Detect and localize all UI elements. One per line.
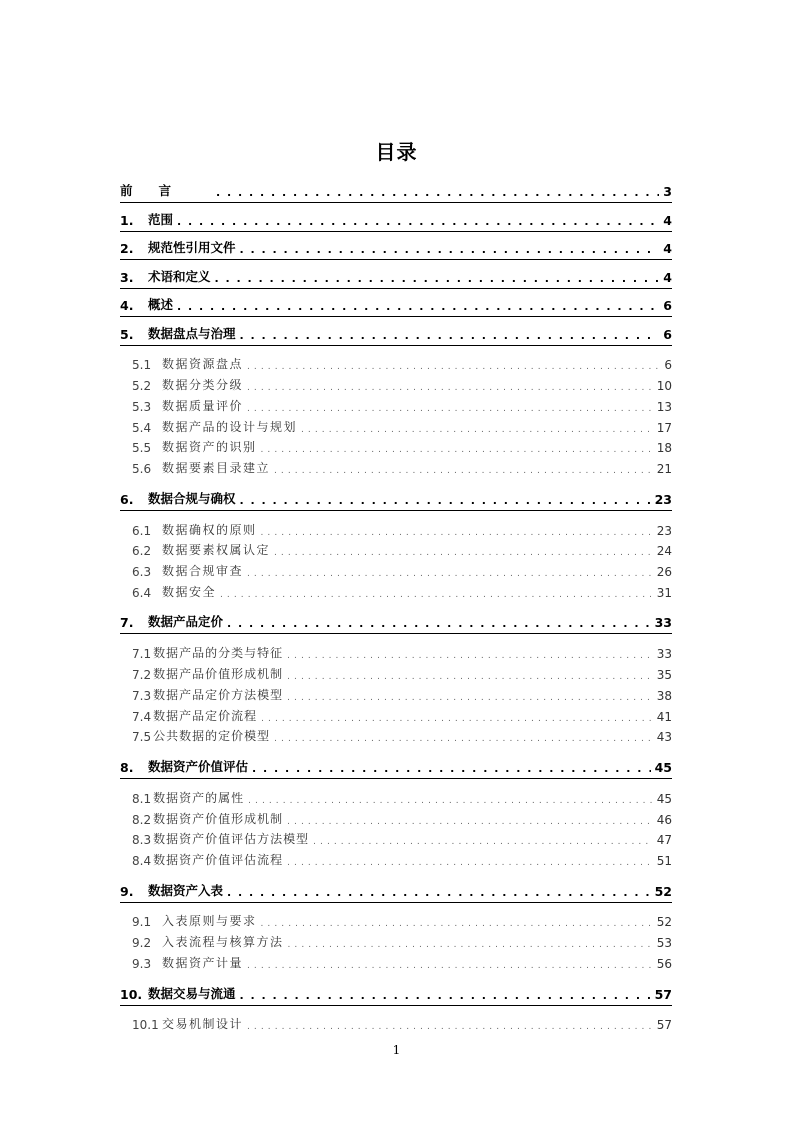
toc-subentry[interactable]	[120, 785, 672, 806]
toc-subentry-page: 51	[656, 854, 672, 869]
toc-subentry-number: 8.4	[132, 854, 152, 869]
toc-entry-label: 规范性引用文件	[148, 240, 236, 255]
toc-subentry-page: 17	[656, 420, 672, 435]
toc-entry-number: 7.	[120, 615, 134, 631]
toc-subentry-page: 52	[656, 915, 672, 930]
toc-subentry[interactable]	[120, 538, 672, 559]
toc-entry-label: 前言	[120, 183, 198, 198]
dot-leader	[215, 272, 660, 285]
toc-entry-label: 数据盘点与治理	[148, 325, 236, 341]
toc-subentry-label: 数据产品的分类与特征	[153, 646, 284, 661]
toc-subentry-label: 数据安全	[162, 584, 217, 599]
toc-subentry[interactable]	[120, 372, 672, 393]
toc-subentry[interactable]	[120, 352, 672, 373]
dot-leader	[261, 714, 653, 724]
dot-leader	[287, 651, 653, 661]
toc-entry-page: 52	[654, 883, 672, 899]
toc-subentry-label: 数据资源盘点	[162, 357, 244, 372]
toc-entry-page: 4	[663, 241, 672, 256]
toc-subentry-label: 数据产品定价方法模型	[153, 687, 284, 702]
toc-entry-page: 3	[663, 184, 672, 199]
toc-subentry-number: 8.2	[132, 812, 152, 827]
toc-subentry-label: 公共数据的定价模型	[153, 729, 271, 744]
toc-subentry-page: 6	[664, 358, 672, 373]
toc-entry[interactable]	[120, 260, 672, 289]
toc-subentry-number: 9.3	[132, 957, 152, 972]
toc-subentry-label: 数据资产的属性	[153, 790, 245, 805]
toc-entry-page: 6	[663, 326, 672, 342]
toc-entry-number: 10.	[120, 986, 143, 1002]
toc-entry-page: 57	[654, 986, 672, 1002]
toc-subentry-page: 46	[656, 812, 672, 827]
toc-subentry-page: 10	[656, 379, 672, 394]
dot-leader	[240, 989, 651, 1002]
dot-leader	[252, 762, 651, 775]
toc-subentry-number: 5.3	[132, 399, 152, 414]
toc-subentry-page: 47	[656, 833, 672, 848]
toc-subentry-label: 数据资产的识别	[162, 440, 257, 455]
toc-entry-page: 23	[654, 491, 672, 507]
toc-subentry-page: 23	[656, 523, 672, 538]
toc-subentry[interactable]	[120, 724, 672, 745]
toc-subentry[interactable]	[120, 703, 672, 724]
toc-entry[interactable]	[120, 176, 672, 203]
dot-leader	[247, 961, 653, 971]
toc-subentry-label: 数据资产计量	[162, 956, 244, 971]
toc-subentry[interactable]	[120, 558, 672, 579]
toc-subentry-number: 7.5	[132, 730, 152, 745]
toc-subentry[interactable]	[120, 929, 672, 950]
toc-entry[interactable]	[120, 232, 672, 261]
toc-subentry-label: 数据资产价值形成机制	[153, 811, 284, 826]
toc-subentry-page: 24	[656, 544, 672, 559]
toc-entry[interactable]	[120, 482, 672, 511]
toc-subentry[interactable]	[120, 393, 672, 414]
dot-leader	[301, 425, 653, 435]
dot-leader	[288, 940, 653, 950]
toc-subentry-page: 57	[656, 1018, 672, 1033]
toc-subentry-page: 26	[656, 565, 672, 580]
toc-subentry-number: 7.2	[132, 668, 152, 683]
toc-entry-label: 概述	[148, 297, 174, 312]
toc-subentry[interactable]	[120, 414, 672, 435]
toc-entry[interactable]	[120, 203, 672, 232]
toc-entry-number: 8.	[120, 759, 134, 775]
dot-leader	[261, 445, 653, 455]
toc-subentry[interactable]	[120, 950, 672, 971]
toc-subentry-label: 数据产品的设计与规划	[162, 419, 298, 434]
toc-subentry-label: 数据确权的原则	[162, 522, 257, 537]
toc-subentry-number: 5.4	[132, 420, 152, 435]
toc-entry[interactable]	[120, 977, 672, 1006]
toc-subentry-label: 数据资产价值评估方法模型	[153, 832, 310, 847]
toc-entry-number: 5.	[120, 326, 134, 342]
dot-leader	[274, 466, 653, 476]
toc-subentry[interactable]	[120, 640, 672, 661]
toc-subentry-page: 53	[656, 936, 672, 951]
toc-entry-number: 2.	[120, 241, 134, 256]
toc-subentry-number: 5.6	[132, 462, 152, 477]
toc-entry[interactable]	[120, 750, 672, 779]
dot-leader	[240, 494, 651, 507]
toc-entry-number: 3.	[120, 269, 134, 285]
toc-entry-page: 33	[654, 615, 672, 631]
toc-subentry-page: 33	[656, 647, 672, 662]
toc-subentry-label: 入表流程与核算方法	[162, 935, 284, 950]
toc-subentry-label: 数据产品定价流程	[153, 708, 258, 723]
toc-entry-number: 6.	[120, 491, 134, 507]
toc-subentry-label: 交易机制设计	[162, 1017, 244, 1032]
toc-subentry[interactable]	[120, 579, 672, 600]
toc-entry-label: 范围	[148, 211, 174, 227]
toc-subentry-number: 5.2	[132, 379, 152, 394]
toc-subentry-page: 21	[656, 462, 672, 477]
toc-subentry-label: 数据要素权属认定	[162, 543, 271, 558]
toc-entry-label: 数据产品定价	[148, 614, 224, 630]
dot-leader	[240, 329, 660, 342]
dot-leader	[287, 817, 653, 827]
toc-entry-label: 术语和定义	[148, 268, 211, 284]
toc-entry[interactable]	[120, 289, 672, 318]
toc-subentry-number: 7.1	[132, 647, 152, 662]
toc-subentry-label: 数据要素目录建立	[162, 461, 271, 476]
toc-entry-label: 数据资产入表	[148, 882, 224, 898]
toc-entry-page: 45	[654, 759, 672, 775]
dot-leader	[177, 300, 659, 313]
toc-entry-label: 数据资产价值评估	[148, 758, 249, 774]
dot-leader	[313, 837, 653, 847]
toc-subentry-number: 6.2	[132, 544, 152, 559]
dot-leader	[247, 569, 653, 579]
dot-leader	[261, 528, 653, 538]
toc-subentry-label: 数据质量评价	[162, 398, 244, 413]
toc-subentry-number: 5.1	[132, 358, 152, 373]
toc-subentry[interactable]	[120, 806, 672, 827]
toc-subentry[interactable]	[120, 517, 672, 538]
dot-leader	[247, 404, 653, 414]
page-title: 目录	[375, 140, 418, 164]
dot-leader	[220, 590, 653, 600]
toc-entry-label: 数据交易与流通	[148, 985, 236, 1001]
toc-subentry-page: 31	[656, 585, 672, 600]
spacer	[120, 1032, 672, 1038]
dot-leader	[216, 186, 659, 199]
toc-subentry-page: 56	[656, 957, 672, 972]
toc-subentry[interactable]	[120, 1012, 672, 1033]
toc-subentry[interactable]	[120, 909, 672, 930]
dot-leader	[274, 548, 653, 558]
toc-subentry-label: 数据合规审查	[162, 564, 244, 579]
toc-entry-number: 9.	[120, 883, 134, 899]
dot-leader	[240, 243, 660, 256]
toc-subentry-page: 45	[656, 791, 672, 806]
toc-entry[interactable]	[120, 317, 672, 346]
toc-subentry[interactable]	[120, 435, 672, 456]
dot-leader	[287, 693, 653, 703]
toc-subentry-page: 43	[656, 730, 672, 745]
toc-subentry-number: 6.4	[132, 585, 152, 600]
toc-subentry-page: 41	[656, 709, 672, 724]
toc-entry-number: 1.	[120, 212, 134, 228]
toc-entry-page: 6	[663, 298, 672, 313]
toc-entry[interactable]	[120, 874, 672, 903]
toc-subentry-number: 8.1	[132, 791, 152, 806]
toc-subentry[interactable]	[120, 661, 672, 682]
toc-subentry-number: 9.1	[132, 915, 152, 930]
toc-entry-page: 4	[663, 212, 672, 228]
toc-subentry-page: 13	[656, 399, 672, 414]
dot-leader	[274, 734, 653, 744]
toc-subentry-number: 9.2	[132, 936, 152, 951]
dot-leader	[247, 362, 660, 372]
dot-leader	[227, 617, 651, 630]
toc-subentry-page: 38	[656, 688, 672, 703]
toc-entry-label: 数据合规与确权	[148, 490, 236, 506]
toc-entry[interactable]	[120, 606, 672, 635]
toc-subentry-number: 10.1	[132, 1018, 159, 1033]
toc-subentry-number: 5.5	[132, 441, 152, 456]
toc-subentry-number: 6.3	[132, 565, 152, 580]
dot-leader	[247, 1022, 653, 1032]
toc-subentry[interactable]	[120, 455, 672, 476]
toc-subentry-label: 数据分类分级	[162, 378, 244, 393]
toc-subentry[interactable]	[120, 682, 672, 703]
dot-leader	[177, 215, 659, 228]
toc-subentry-label: 数据资产价值评估流程	[153, 853, 284, 868]
toc-subentry[interactable]	[120, 827, 672, 848]
dot-leader	[248, 796, 653, 806]
toc-subentry-page: 35	[656, 668, 672, 683]
dot-leader	[287, 672, 653, 682]
toc-subentry-number: 6.1	[132, 523, 152, 538]
page-number: 1	[392, 1043, 401, 1057]
toc-subentry[interactable]	[120, 847, 672, 868]
toc-entry-number: 4.	[120, 298, 134, 313]
dot-leader	[227, 886, 651, 899]
toc-subentry-number: 7.4	[132, 709, 152, 724]
toc-subentry-number: 7.3	[132, 688, 152, 703]
toc-subentry-label: 数据产品价值形成机制	[153, 667, 284, 682]
dot-leader	[261, 919, 653, 929]
toc-entry-page: 4	[663, 269, 672, 285]
toc-subentry-label: 入表原则与要求	[162, 914, 257, 929]
table-of-contents	[120, 176, 672, 1038]
toc-subentry-number: 8.3	[132, 833, 152, 848]
dot-leader	[247, 383, 653, 393]
toc-subentry-page: 18	[656, 441, 672, 456]
dot-leader	[287, 858, 653, 868]
